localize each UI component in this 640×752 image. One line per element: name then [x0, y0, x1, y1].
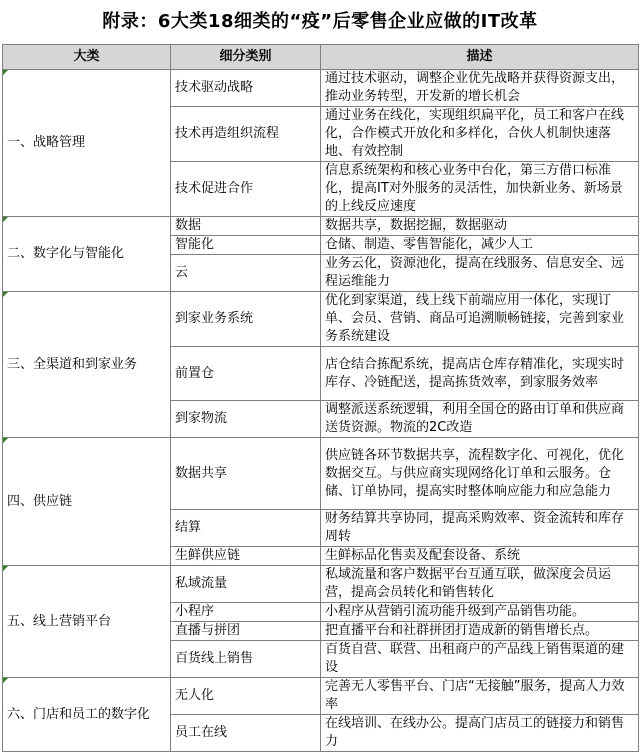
it-reform-table	[2, 44, 639, 752]
category-cell: 四、供应链	[3, 438, 171, 566]
table-row	[3, 217, 639, 236]
subcategory-cell: 云	[171, 255, 321, 292]
header-subcategory: 细分类别	[171, 45, 321, 70]
description-cell: 数据共享，数据挖掘，数据驱动	[321, 217, 639, 236]
category-cell: 一、战略管理	[3, 70, 171, 217]
table-row	[3, 70, 639, 107]
subcategory-cell: 小程序	[171, 603, 321, 622]
subcategory-cell: 到家业务系统	[171, 292, 321, 347]
subcategory-cell: 技术促进合作	[171, 162, 321, 217]
subcategory-cell: 到家物流	[171, 401, 321, 438]
description-cell: 财务结算共享协同，提高采购效率、资金流转和库存周转	[321, 510, 639, 547]
subcategory-cell: 生鲜供应链	[171, 547, 321, 566]
table-row	[3, 292, 639, 347]
table-row	[3, 438, 639, 510]
description-cell: 通过技术驱动，调整企业优先战略并获得资源支出，推动业务转型，开发新的增长机会	[321, 70, 639, 107]
header-category: 大类	[3, 45, 171, 70]
description-cell: 业务云化，资源池化，提高在线服务、信息安全、远程运维能力	[321, 255, 639, 292]
description-cell: 调整派送系统逻辑，利用全国仓的路由订单和供应商送货资源。物流的2C改造	[321, 401, 639, 438]
description-cell: 完善无人零售平台、门店“无接触”服务，提高人力效率	[321, 678, 639, 715]
subcategory-cell: 无人化	[171, 678, 321, 715]
subcategory-cell: 技术驱动战略	[171, 70, 321, 107]
description-cell: 信息系统架构和核心业务中台化，第三方借口标准化，提高IT对外服务的灵活性，加快新业务、新场景的上线反应速度	[321, 162, 639, 217]
description-cell: 私域流量和客户数据平台互通互联，做深度会员运营，提高会员转化和销售转化	[321, 566, 639, 603]
subcategory-cell: 直播与拼团	[171, 622, 321, 641]
category-cell: 三、全渠道和到家业务	[3, 292, 171, 438]
header-description: 描述	[321, 45, 639, 70]
subcategory-cell: 技术再造组织流程	[171, 107, 321, 162]
description-cell: 百货自营、联营、出租商户的产品线上销售渠道的建设	[321, 641, 639, 678]
subcategory-cell: 私域流量	[171, 566, 321, 603]
table-row	[3, 678, 639, 715]
subcategory-cell: 数据共享	[171, 438, 321, 510]
table-row	[3, 566, 639, 603]
description-cell: 生鲜标品化售卖及配套设备、系统	[321, 547, 639, 566]
subcategory-cell: 结算	[171, 510, 321, 547]
description-cell: 供应链各环节数据共享，流程数字化、可视化，优化数据交互。与供应商实现网络化订单和云服务。仓储、订单协同，提高实时整体响应能力和应急能力	[321, 438, 639, 510]
table-header-row	[3, 45, 639, 70]
subcategory-cell: 百货线上销售	[171, 641, 321, 678]
description-cell: 店仓结合拣配系统，提高店仓库存精准化，实现实时库存、冷链配送，提高拣货效率，到家服务效率	[321, 347, 639, 401]
subcategory-cell: 智能化	[171, 236, 321, 255]
category-cell: 六、门店和员工的数字化	[3, 678, 171, 752]
description-cell: 仓储、制造、零售智能化，减少人工	[321, 236, 639, 255]
category-cell: 五、线上营销平台	[3, 566, 171, 678]
subcategory-cell: 前置仓	[171, 347, 321, 401]
subcategory-cell: 数据	[171, 217, 321, 236]
description-cell: 在线培训、在线办公。提高门店员工的链接力和销售力	[321, 715, 639, 752]
description-cell: 优化到家渠道，线上线下前端应用一体化，实现订单、会员、营销、商品可追溯顺畅链接，完善到家业务系统建设	[321, 292, 639, 347]
description-cell: 通过业务在线化，实现组织扁平化，员工和客户在线化，合作模式开放化和多样化，合伙人机制快速落地、有效控制	[321, 107, 639, 162]
category-cell: 二、数字化与智能化	[3, 217, 171, 292]
description-cell: 把直播平台和社群拼团打造成新的销售增长点。	[321, 622, 639, 641]
page-title: 附录：6大类18细类的“疫”后零售企业应做的IT改革	[102, 11, 538, 32]
description-cell: 小程序从营销引流功能升级到产品销售功能。	[321, 603, 639, 622]
subcategory-cell: 员工在线	[171, 715, 321, 752]
